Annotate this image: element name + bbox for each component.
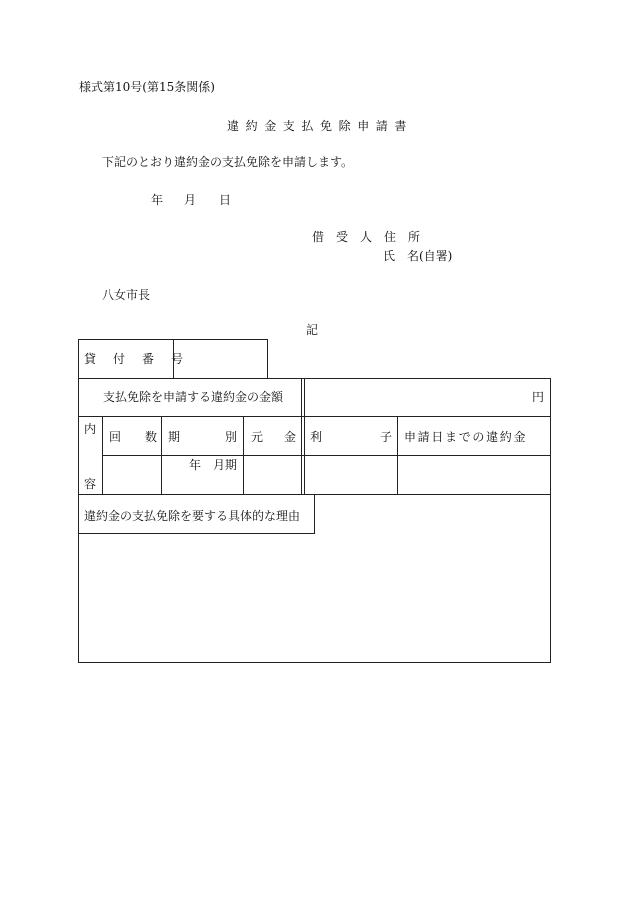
col-principal-header-b: 金 <box>284 430 297 444</box>
date-month: 月 <box>184 193 197 207</box>
details-side-label-top: 内 <box>84 422 97 436</box>
reason-label: 違約金の支払免除を要する具体的な理由 <box>84 509 301 523</box>
amount-unit: 円 <box>532 390 545 404</box>
col-principal-header-a: 元 <box>251 430 264 444</box>
loan-number-value[interactable] <box>178 353 262 367</box>
col-period-header-b: 別 <box>225 430 238 444</box>
period-value: 年 月期 <box>189 458 238 472</box>
date-year: 年 <box>151 193 164 207</box>
borrower-name-label: 氏 名(自署) <box>383 249 453 263</box>
date-day: 日 <box>219 193 232 207</box>
addressee: 八女市長 <box>102 288 151 302</box>
col-installments-header: 回 数 <box>109 430 158 444</box>
ki-label: 記 <box>306 323 319 337</box>
form-number: 様式第10号(第15条関係) <box>79 80 215 94</box>
amount-label: 支払免除を申請する違約金の金額 <box>103 390 284 404</box>
reason-text-area[interactable] <box>84 542 544 654</box>
document-title: 違約金支払免除申請書 <box>227 119 414 133</box>
borrower-address-label: 借 受 人 住 所 <box>312 230 421 244</box>
col-interest-header-a: 利 <box>310 430 323 444</box>
col-period-header-a: 期 <box>168 430 181 444</box>
intro-text: 下記のとおり違約金の支払免除を申請します。 <box>102 155 354 169</box>
details-side-label-bottom: 容 <box>84 477 97 491</box>
col-penalty-header: 申請日までの違約金 <box>404 430 528 444</box>
loan-number-label: 貸 付 番 号 <box>84 352 190 366</box>
col-interest-header-b: 子 <box>380 430 393 444</box>
